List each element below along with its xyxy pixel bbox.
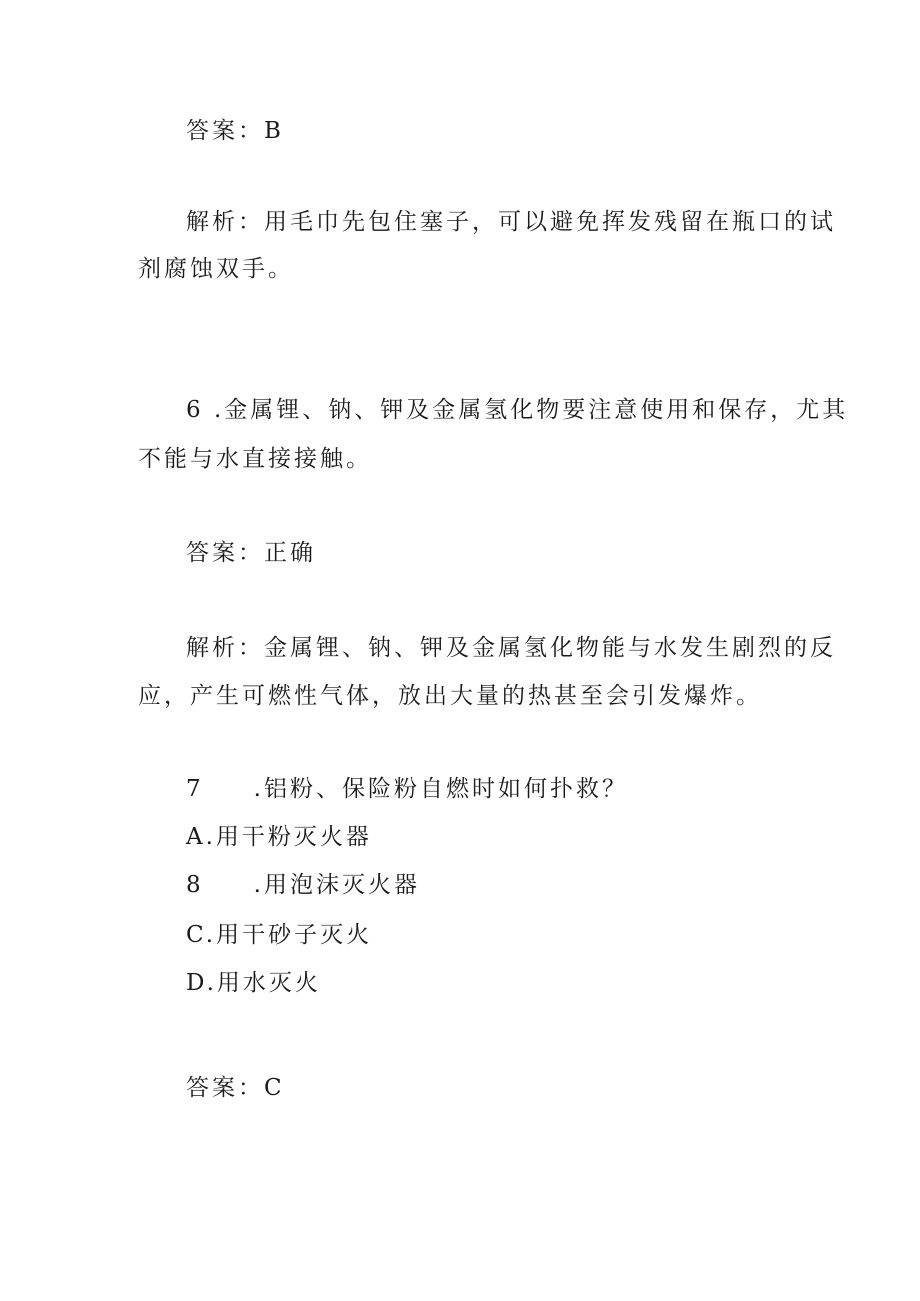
q7-option-d: D.用水灭火: [186, 970, 321, 996]
q7-number: 7: [186, 776, 204, 802]
q7-option-b-number: 8: [186, 872, 204, 898]
q5-answer: 答案：B: [186, 118, 284, 144]
q7-option-b: [186, 870, 420, 900]
q7-question: [186, 774, 628, 804]
q6-question-line-2: 不能与水直接接触。: [138, 446, 372, 472]
q7-question-text: .铝粉、保险粉自燃时如何扑救？: [253, 776, 628, 802]
q6-answer: 答案：正确: [186, 540, 316, 566]
q7-answer: 答案：C: [186, 1075, 285, 1101]
q6-question-line-1: 6 .金属锂、钠、钾及金属氢化物要注意使用和保存，尤其: [186, 397, 849, 423]
q7-option-c: C.用干砂子灭火: [186, 922, 373, 948]
q5-analysis-line-1: 解析：用毛巾先包住塞子，可以避免挥发残留在瓶口的试: [186, 209, 836, 235]
q6-analysis-line-2: 应，产生可燃性气体，放出大量的热甚至会引发爆炸。: [138, 683, 762, 709]
q6-analysis-line-1: 解析：金属锂、钠、钾及金属氢化物能与水发生剧烈的反: [186, 635, 836, 661]
q7-option-a: A.用干粉灭火器: [186, 824, 372, 850]
q5-analysis-line-2: 剂腐蚀双手。: [138, 256, 294, 282]
q7-option-b-text: .用泡沫灭火器: [253, 872, 420, 898]
